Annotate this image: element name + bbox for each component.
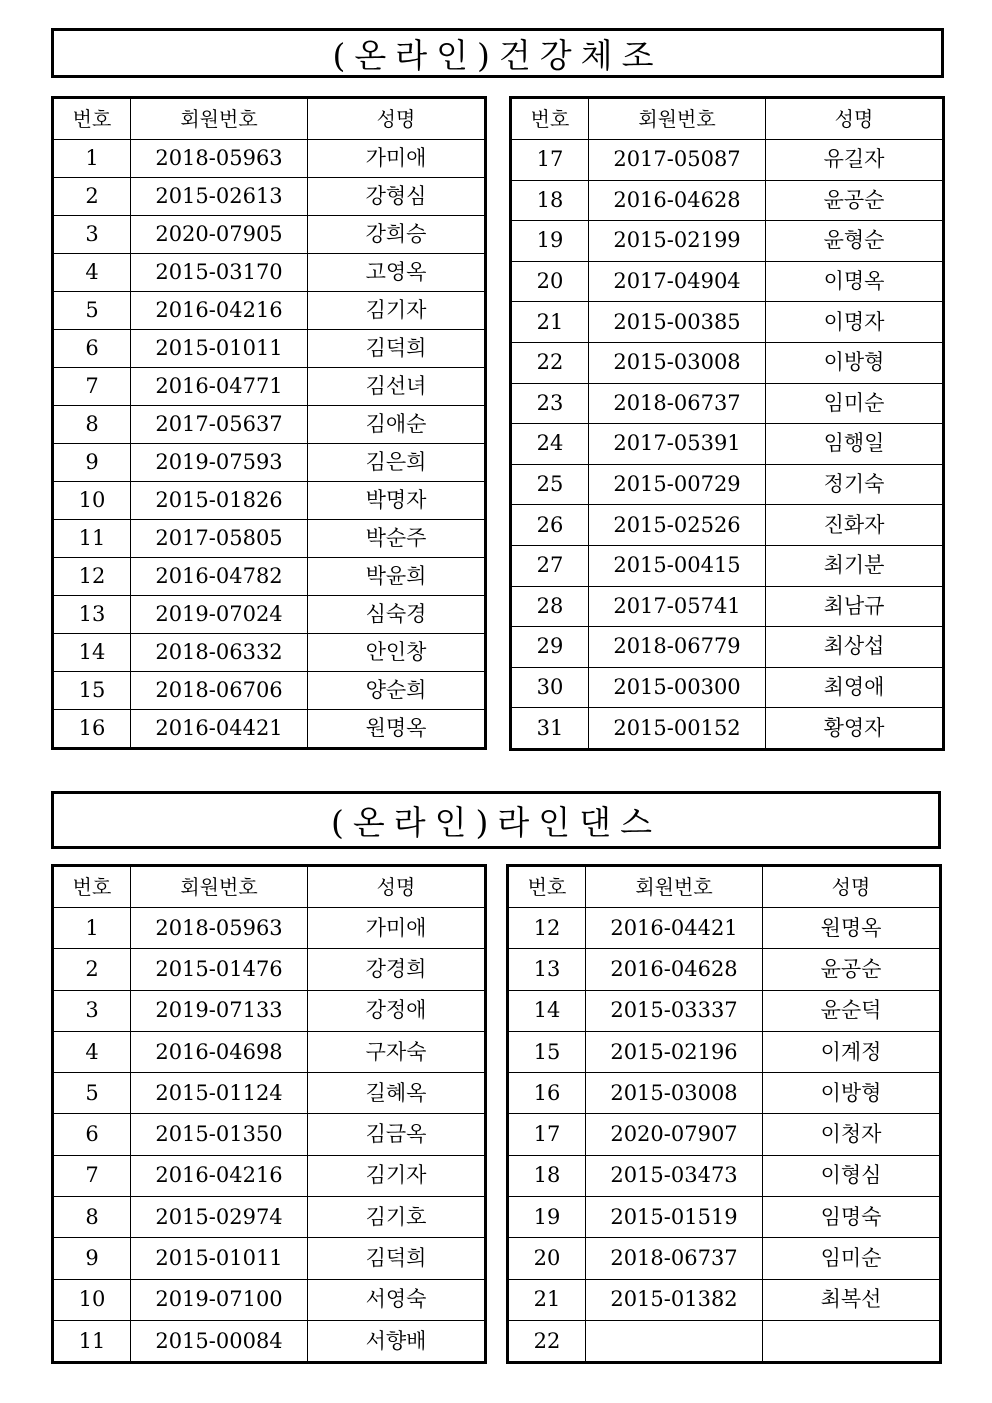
cell-member-id: 2019-07593 — [131, 444, 308, 482]
cell-name: 이명옥 — [766, 261, 944, 302]
cell-number: 30 — [511, 667, 589, 708]
table-row — [511, 383, 944, 424]
cell-member-id: 2015-01382 — [586, 1279, 763, 1320]
health-exercise-table-left — [51, 96, 487, 750]
header-row — [511, 98, 944, 140]
table-row — [508, 1155, 941, 1196]
cell-member-id: 2016-04421 — [131, 710, 308, 749]
line-dance-table-left — [51, 864, 487, 1364]
cell-name: 김기호 — [308, 1197, 486, 1238]
column-header-name: 성명 — [766, 98, 944, 140]
cell-member-id: 2016-04771 — [131, 368, 308, 406]
cell-number: 9 — [53, 1238, 131, 1279]
table-row — [508, 990, 941, 1031]
cell-number: 4 — [53, 1031, 131, 1072]
cell-number: 9 — [53, 444, 131, 482]
cell-member-id: 2015-01011 — [131, 1238, 308, 1279]
table-row — [511, 545, 944, 586]
cell-name: 최상섭 — [766, 627, 944, 668]
table-row — [508, 1320, 941, 1362]
cell-name: 구자숙 — [308, 1031, 486, 1072]
cell-member-id: 2015-00300 — [589, 667, 766, 708]
cell-member-id: 2017-05741 — [589, 586, 766, 627]
cell-member-id: 2015-02974 — [131, 1197, 308, 1238]
cell-member-id: 2016-04216 — [131, 1155, 308, 1196]
cell-name: 김선녀 — [308, 368, 486, 406]
cell-number: 7 — [53, 1155, 131, 1196]
cell-name: 임명숙 — [763, 1197, 941, 1238]
table-row — [53, 1238, 486, 1279]
cell-member-id: 2015-03337 — [586, 990, 763, 1031]
column-header-number: 번호 — [508, 866, 586, 908]
table-row — [511, 140, 944, 181]
table-row — [53, 1114, 486, 1155]
cell-name: 고영옥 — [308, 254, 486, 292]
cell-number: 17 — [508, 1114, 586, 1155]
column-header-name: 성명 — [763, 866, 941, 908]
cell-member-id: 2015-02526 — [589, 505, 766, 546]
cell-name: 이명자 — [766, 302, 944, 343]
cell-name: 강형심 — [308, 178, 486, 216]
cell-member-id: 2015-00385 — [589, 302, 766, 343]
cell-member-id: 2015-01350 — [131, 1114, 308, 1155]
line-dance-table-right — [506, 864, 942, 1364]
cell-name: 윤형순 — [766, 221, 944, 262]
cell-member-id: 2015-01011 — [131, 330, 308, 368]
cell-name: 정기숙 — [766, 464, 944, 505]
cell-number: 22 — [511, 342, 589, 383]
cell-member-id: 2018-06779 — [589, 627, 766, 668]
cell-number: 1 — [53, 140, 131, 178]
cell-number: 10 — [53, 482, 131, 520]
cell-name: 윤공순 — [766, 180, 944, 221]
table-row — [53, 406, 486, 444]
cell-member-id — [586, 1320, 763, 1362]
table-row — [53, 949, 486, 990]
cell-number: 8 — [53, 406, 131, 444]
cell-name: 김애순 — [308, 406, 486, 444]
cell-name: 강경희 — [308, 949, 486, 990]
cell-number: 21 — [511, 302, 589, 343]
cell-number: 13 — [508, 949, 586, 990]
header-row — [508, 866, 941, 908]
cell-name: 이방형 — [766, 342, 944, 383]
cell-number: 2 — [53, 178, 131, 216]
table-row — [511, 708, 944, 750]
cell-number: 25 — [511, 464, 589, 505]
cell-name: 가미애 — [308, 140, 486, 178]
cell-number: 11 — [53, 520, 131, 558]
cell-member-id: 2015-02196 — [586, 1031, 763, 1072]
cell-member-id: 2020-07905 — [131, 216, 308, 254]
cell-member-id: 2015-03170 — [131, 254, 308, 292]
cell-member-id: 2015-00152 — [589, 708, 766, 750]
column-header-member-id: 회원번호 — [589, 98, 766, 140]
cell-name: 윤공순 — [763, 949, 941, 990]
table-row — [53, 1031, 486, 1072]
table-row — [53, 672, 486, 710]
cell-number: 27 — [511, 545, 589, 586]
cell-number: 14 — [53, 634, 131, 672]
cell-name: 황영자 — [766, 708, 944, 750]
cell-number: 19 — [508, 1197, 586, 1238]
table-row — [511, 667, 944, 708]
table-row — [511, 221, 944, 262]
section-title-line-dance: (온라인)라인댄스 — [51, 791, 941, 849]
cell-member-id: 2019-07100 — [131, 1279, 308, 1320]
cell-member-id: 2017-05391 — [589, 424, 766, 465]
cell-name: 최영애 — [766, 667, 944, 708]
cell-member-id: 2015-03008 — [586, 1073, 763, 1114]
table-row — [53, 178, 486, 216]
table-row — [511, 424, 944, 465]
table-row — [508, 949, 941, 990]
cell-name: 임미순 — [763, 1238, 941, 1279]
cell-number: 12 — [508, 908, 586, 949]
cell-member-id: 2018-05963 — [131, 140, 308, 178]
table-row — [53, 1279, 486, 1320]
cell-number: 8 — [53, 1197, 131, 1238]
cell-number: 3 — [53, 216, 131, 254]
table-row — [53, 520, 486, 558]
cell-member-id: 2017-04904 — [589, 261, 766, 302]
table-row — [511, 505, 944, 546]
table-row — [53, 482, 486, 520]
table-row — [508, 1197, 941, 1238]
cell-number: 17 — [511, 140, 589, 181]
column-header-member-id: 회원번호 — [131, 98, 308, 140]
column-header-number: 번호 — [511, 98, 589, 140]
cell-name: 서영숙 — [308, 1279, 486, 1320]
cell-name: 임행일 — [766, 424, 944, 465]
cell-number: 10 — [53, 1279, 131, 1320]
cell-number: 5 — [53, 292, 131, 330]
cell-name: 최남규 — [766, 586, 944, 627]
cell-number: 5 — [53, 1073, 131, 1114]
cell-number: 7 — [53, 368, 131, 406]
table-row — [511, 586, 944, 627]
cell-name: 길혜옥 — [308, 1073, 486, 1114]
cell-name: 이청자 — [763, 1114, 941, 1155]
cell-member-id: 2015-02199 — [589, 221, 766, 262]
cell-member-id: 2017-05805 — [131, 520, 308, 558]
cell-name: 김금옥 — [308, 1114, 486, 1155]
cell-number: 28 — [511, 586, 589, 627]
cell-number: 22 — [508, 1320, 586, 1362]
cell-number: 21 — [508, 1279, 586, 1320]
cell-name: 강정애 — [308, 990, 486, 1031]
cell-name: 진화자 — [766, 505, 944, 546]
table-row — [53, 596, 486, 634]
table-row — [53, 710, 486, 749]
cell-member-id: 2019-07024 — [131, 596, 308, 634]
cell-member-id: 2015-03008 — [589, 342, 766, 383]
cell-name: 안인창 — [308, 634, 486, 672]
cell-name: 서향배 — [308, 1320, 486, 1362]
cell-name: 원명옥 — [763, 908, 941, 949]
cell-name — [763, 1320, 941, 1362]
cell-name: 원명옥 — [308, 710, 486, 749]
cell-member-id: 2015-03473 — [586, 1155, 763, 1196]
table-row — [508, 1073, 941, 1114]
column-header-name: 성명 — [308, 98, 486, 140]
table-row — [508, 1279, 941, 1320]
cell-number: 6 — [53, 330, 131, 368]
cell-name: 김덕희 — [308, 1238, 486, 1279]
cell-member-id: 2015-01519 — [586, 1197, 763, 1238]
cell-name: 이계정 — [763, 1031, 941, 1072]
column-header-number: 번호 — [53, 98, 131, 140]
cell-number: 11 — [53, 1320, 131, 1362]
section-title-health-exercise: (온라인)건강체조 — [51, 28, 944, 78]
cell-name: 김은희 — [308, 444, 486, 482]
cell-number: 6 — [53, 1114, 131, 1155]
cell-number: 3 — [53, 990, 131, 1031]
cell-name: 김덕희 — [308, 330, 486, 368]
cell-member-id: 2015-01826 — [131, 482, 308, 520]
table-row — [53, 1155, 486, 1196]
cell-number: 4 — [53, 254, 131, 292]
cell-name: 최복선 — [763, 1279, 941, 1320]
cell-member-id: 2016-04421 — [586, 908, 763, 949]
table-row — [53, 634, 486, 672]
cell-member-id: 2018-06737 — [586, 1238, 763, 1279]
cell-member-id: 2019-07133 — [131, 990, 308, 1031]
table-row — [511, 261, 944, 302]
header-row — [53, 98, 486, 140]
table-row — [511, 464, 944, 505]
cell-number: 1 — [53, 908, 131, 949]
table-row — [508, 1114, 941, 1155]
table-row — [53, 444, 486, 482]
cell-number: 16 — [53, 710, 131, 749]
cell-name: 김기자 — [308, 292, 486, 330]
table-row — [511, 302, 944, 343]
column-header-member-id: 회원번호 — [131, 866, 308, 908]
table-row — [53, 330, 486, 368]
cell-member-id: 2016-04698 — [131, 1031, 308, 1072]
cell-number: 24 — [511, 424, 589, 465]
cell-name: 박순주 — [308, 520, 486, 558]
cell-member-id: 2018-06737 — [589, 383, 766, 424]
table-row — [53, 140, 486, 178]
cell-member-id: 2016-04628 — [586, 949, 763, 990]
cell-number: 18 — [511, 180, 589, 221]
cell-name: 김기자 — [308, 1155, 486, 1196]
table-row — [53, 908, 486, 949]
cell-number: 14 — [508, 990, 586, 1031]
table-row — [53, 292, 486, 330]
table-row — [508, 1031, 941, 1072]
table-row — [53, 368, 486, 406]
cell-member-id: 2015-02613 — [131, 178, 308, 216]
cell-name: 강희승 — [308, 216, 486, 254]
cell-member-id: 2015-01476 — [131, 949, 308, 990]
cell-number: 2 — [53, 949, 131, 990]
table-row — [511, 627, 944, 668]
cell-number: 29 — [511, 627, 589, 668]
column-header-number: 번호 — [53, 866, 131, 908]
cell-number: 31 — [511, 708, 589, 750]
cell-member-id: 2018-05963 — [131, 908, 308, 949]
table-row — [511, 180, 944, 221]
cell-number: 18 — [508, 1155, 586, 1196]
cell-name: 최기분 — [766, 545, 944, 586]
cell-name: 윤순덕 — [763, 990, 941, 1031]
cell-member-id: 2016-04628 — [589, 180, 766, 221]
cell-name: 유길자 — [766, 140, 944, 181]
cell-number: 19 — [511, 221, 589, 262]
cell-name: 이방형 — [763, 1073, 941, 1114]
table-row — [53, 990, 486, 1031]
cell-member-id: 2015-00729 — [589, 464, 766, 505]
cell-number: 16 — [508, 1073, 586, 1114]
health-exercise-table-right — [509, 96, 945, 751]
cell-number: 26 — [511, 505, 589, 546]
cell-member-id: 2015-00415 — [589, 545, 766, 586]
cell-member-id: 2016-04216 — [131, 292, 308, 330]
cell-member-id: 2018-06706 — [131, 672, 308, 710]
table-row — [53, 558, 486, 596]
table-row — [53, 1197, 486, 1238]
cell-name: 양순희 — [308, 672, 486, 710]
cell-member-id: 2017-05637 — [131, 406, 308, 444]
cell-number: 23 — [511, 383, 589, 424]
cell-name: 가미애 — [308, 908, 486, 949]
column-header-member-id: 회원번호 — [586, 866, 763, 908]
cell-number: 20 — [511, 261, 589, 302]
cell-number: 15 — [508, 1031, 586, 1072]
table-row — [53, 1073, 486, 1114]
table-row — [53, 1320, 486, 1362]
cell-name: 이형심 — [763, 1155, 941, 1196]
cell-name: 박명자 — [308, 482, 486, 520]
cell-name: 박윤희 — [308, 558, 486, 596]
cell-number: 12 — [53, 558, 131, 596]
cell-member-id: 2017-05087 — [589, 140, 766, 181]
table-row — [508, 1238, 941, 1279]
cell-name: 임미순 — [766, 383, 944, 424]
cell-member-id: 2020-07907 — [586, 1114, 763, 1155]
header-row — [53, 866, 486, 908]
cell-member-id: 2015-00084 — [131, 1320, 308, 1362]
cell-number: 13 — [53, 596, 131, 634]
cell-member-id: 2016-04782 — [131, 558, 308, 596]
cell-member-id: 2015-01124 — [131, 1073, 308, 1114]
column-header-name: 성명 — [308, 866, 486, 908]
cell-name: 심숙경 — [308, 596, 486, 634]
table-row — [511, 342, 944, 383]
cell-member-id: 2018-06332 — [131, 634, 308, 672]
table-row — [53, 216, 486, 254]
cell-number: 15 — [53, 672, 131, 710]
table-row — [53, 254, 486, 292]
cell-number: 20 — [508, 1238, 586, 1279]
table-row — [508, 908, 941, 949]
